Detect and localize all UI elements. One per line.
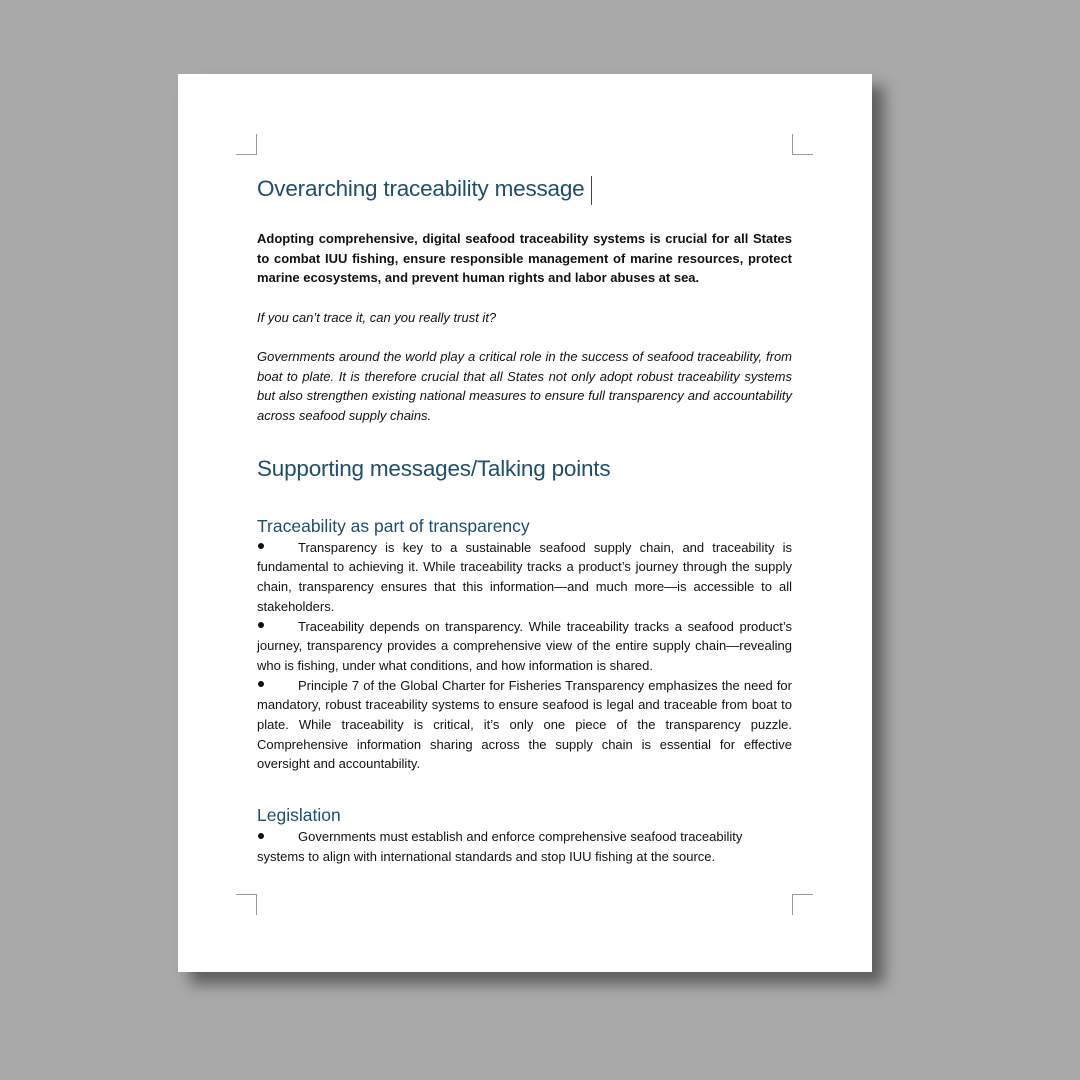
supporting-heading: Supporting messages/Talking points [257, 455, 611, 481]
bullet-text: Transparency is key to a sustainable seafood supply chain, and traceability is fundamental to achieving it. While traceability tracks a product’s journey through the supply chain, transparency ensures that this information—and much more—is accessible to all stakeholders. [257, 539, 792, 614]
bullet-item [257, 676, 792, 775]
section-heading-transparency: Traceability as part of transparency [257, 515, 530, 536]
bullet-dot [257, 617, 298, 637]
crop-mark-bottom-right [792, 894, 813, 915]
document-title: Overarching traceability message [257, 176, 585, 201]
document-body[interactable] [257, 174, 792, 867]
bullet-dot [257, 538, 298, 558]
text-cursor [591, 176, 592, 205]
bullet-text: Principle 7 of the Global Charter for Fisheries Transparency emphasizes the need for mandatory, robust traceability systems to ensure seafood is legal and traceable from boat to plate. While traceability is critical, it’s only one piece of the transparency puzzle. Comprehensive information sharing across the supply chain is essential for effective oversight and accountability. [257, 677, 792, 772]
crop-mark-top-right [792, 134, 813, 155]
bullet-item [257, 617, 792, 676]
title-line [257, 174, 792, 207]
bullet-text: Traceability depends on transparency. While traceability tracks a seafood product’s journey, transparency provides a comprehensive view of the entire supply chain—revealing who is fishing, under what conditions, and how information is shared. [257, 618, 792, 673]
section-heading-legislation: Legislation [257, 805, 341, 826]
lead-paragraph: Adopting comprehensive, digital seafood traceability systems is crucial for all States to combat IUU fishing, ensure responsible management of marine resources, protect marine ecosystems, and prevent human rights and labor abuses at sea. [257, 231, 792, 286]
bullet-dot [257, 676, 298, 696]
governments-paragraph: Governments around the world play a critical role in the success of seafood traceability, from boat to plate. It is therefore crucial that all States not only adopt robust traceability systems but also strengthen existing national measures to ensure full transparency and accountability across seafood supply chains. [257, 348, 792, 423]
bullet-text: Governments must establish and enforce comprehensive seafood traceability systems to align with international standards and stop IUU fishing at the source. [257, 829, 743, 864]
crop-mark-top-left [236, 134, 257, 155]
crop-mark-bottom-left [236, 894, 257, 915]
document-page [178, 74, 872, 972]
bullet-item [257, 827, 792, 866]
bullet-item [257, 538, 792, 617]
bullet-dot [257, 827, 298, 847]
question-paragraph: If you can’t trace it, can you really trust it? [257, 309, 497, 325]
